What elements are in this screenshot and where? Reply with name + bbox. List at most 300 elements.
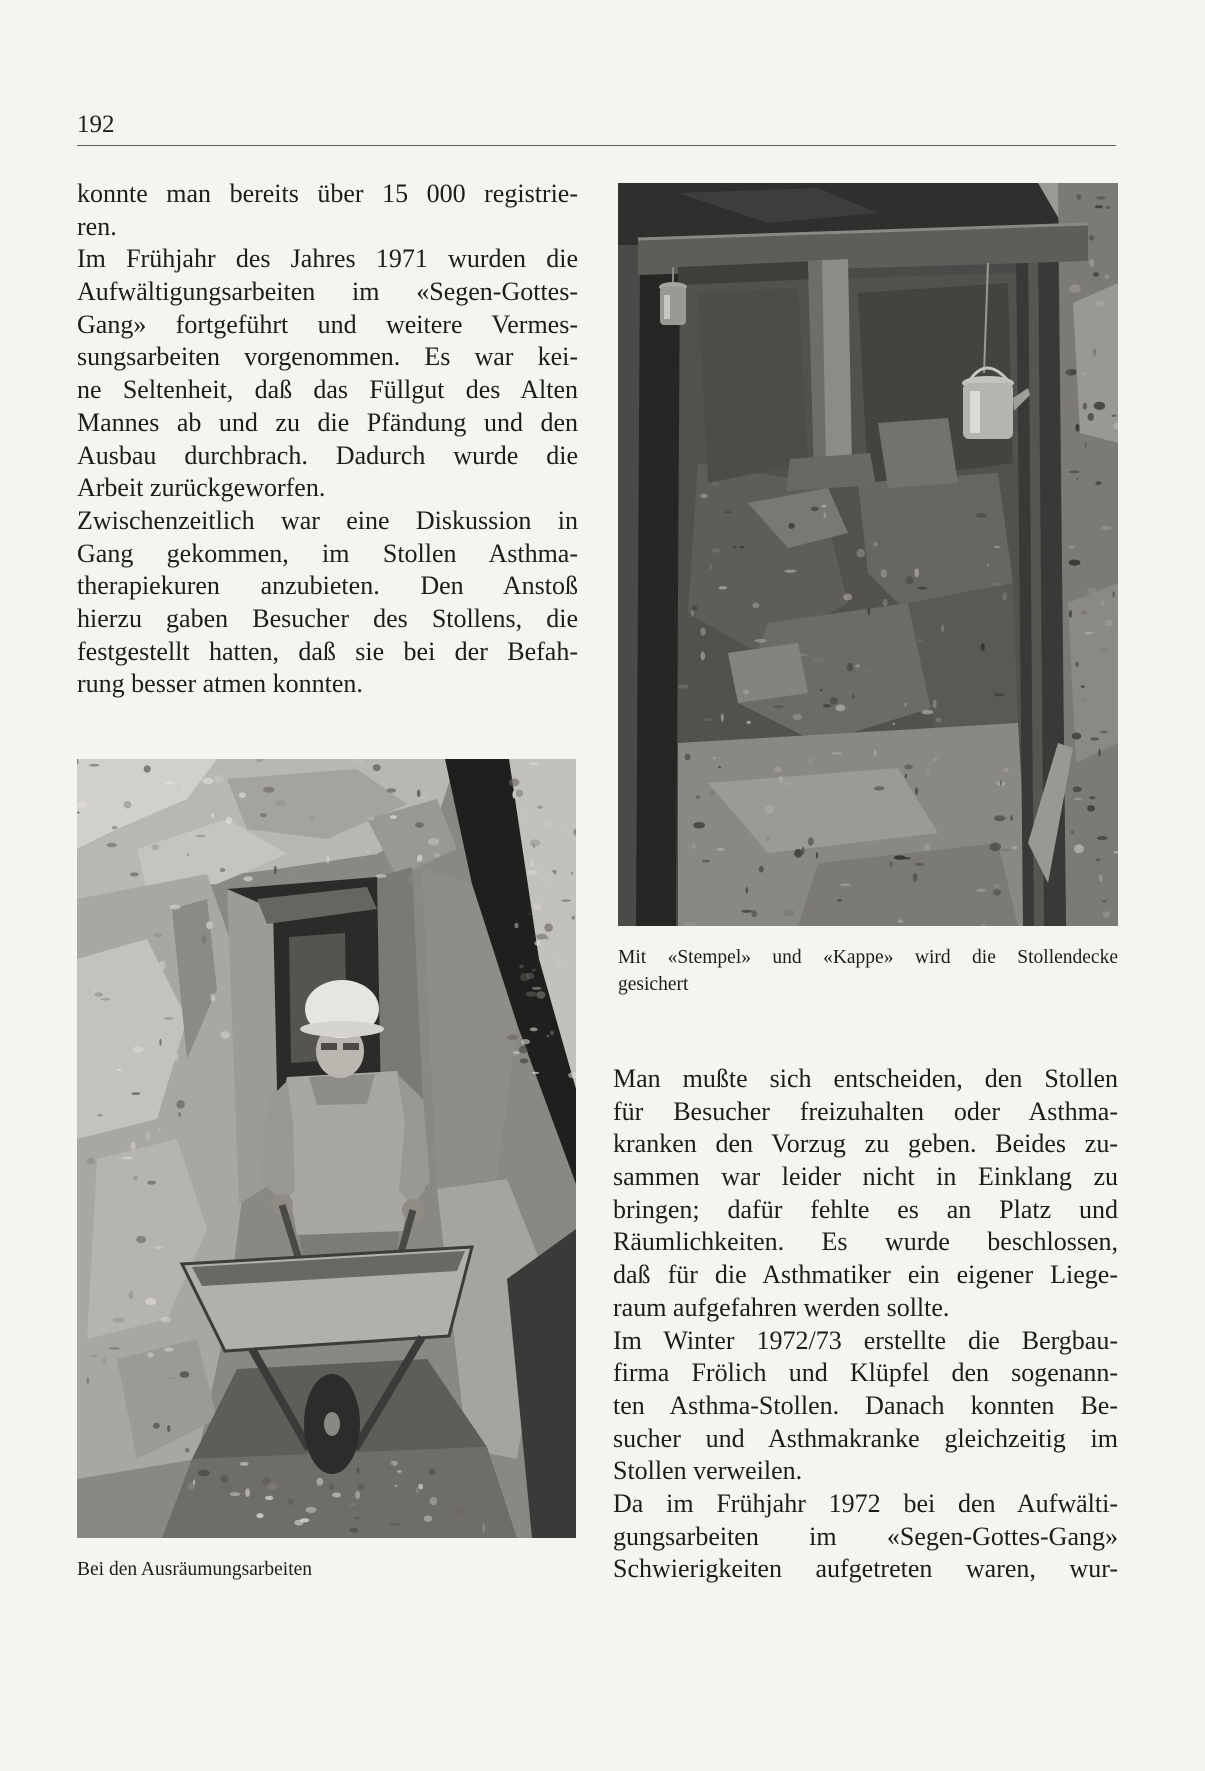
photo-clearing-work — [77, 759, 576, 1538]
rock-speck — [800, 671, 804, 675]
rock-speck — [122, 1157, 133, 1160]
rock-speck — [146, 1132, 151, 1141]
rock-speck — [355, 1491, 360, 1500]
text-line: Man mußte sich entscheiden, den Stollen — [613, 1064, 1118, 1093]
rock-speck — [691, 610, 694, 617]
rock-speck — [1002, 593, 1007, 601]
rock-speck — [130, 872, 139, 876]
rock-speck — [550, 877, 554, 884]
photo-timbered-tunnel — [618, 183, 1118, 926]
caption-line: Bei den Ausräumungsarbeiten — [77, 1559, 313, 1580]
rock-speck — [220, 1031, 230, 1038]
rock-speck — [245, 1488, 250, 1497]
text-line: Räumlichkeiten. Es wurde beschlossen, — [613, 1227, 1118, 1257]
rock-speck — [536, 934, 547, 940]
rock-speck — [808, 837, 814, 846]
rock-speck — [193, 1480, 195, 1485]
text-line: Gang» fortgeführt und weitere Vermes- — [77, 309, 578, 339]
rock-speck — [759, 866, 764, 873]
rock-speck — [784, 570, 796, 573]
rock-speck — [300, 1518, 309, 1522]
text-line: Gang gekommen, im Stollen Asthma- — [77, 538, 578, 568]
right-text-column — [613, 1063, 1118, 1586]
figure-caption-left — [77, 1556, 576, 1583]
rock-speck — [482, 1524, 485, 1532]
rock-speck — [779, 776, 783, 783]
rock-speck — [112, 1317, 124, 1322]
rock-speck — [100, 998, 110, 1001]
rock-speck — [733, 546, 737, 549]
rock-speck — [685, 754, 691, 761]
rock-speck — [1069, 610, 1072, 618]
rock-speck — [1096, 196, 1106, 200]
rock-speck — [538, 806, 543, 809]
rock-speck — [873, 542, 878, 547]
rock-speck — [1069, 471, 1080, 474]
rock-speck — [526, 991, 537, 996]
rock-speck — [519, 965, 523, 969]
rock-speck — [897, 919, 903, 923]
rock-speck — [1095, 205, 1104, 208]
rock-speck — [813, 658, 824, 663]
rock-speck — [1089, 796, 1096, 799]
rock-speck — [718, 766, 721, 768]
rock-speck — [774, 705, 784, 708]
photo-timbered-tunnel-image — [618, 183, 1118, 926]
rock-speck — [1103, 268, 1114, 274]
rock-speck — [788, 523, 795, 529]
text-line: kranken den Vorzug zu geben. Beides zu- — [613, 1129, 1118, 1159]
rock-speck — [147, 1181, 156, 1185]
rock-speck — [1093, 272, 1099, 277]
rock-speck — [107, 843, 117, 848]
rock-speck — [166, 1377, 178, 1379]
rock-speck — [408, 875, 414, 883]
rock-speck — [1081, 685, 1085, 688]
rock-speck — [531, 860, 534, 867]
rock-speck — [1093, 348, 1097, 356]
rock-speck — [1089, 235, 1094, 240]
rock-speck — [830, 697, 839, 705]
rock-speck — [820, 689, 823, 691]
rock-speck — [794, 849, 802, 858]
rock-speck — [275, 800, 286, 807]
rock-speck — [528, 913, 531, 916]
rock-speck — [799, 653, 808, 656]
rock-speck — [840, 884, 851, 886]
rock-speck — [1085, 632, 1094, 635]
rock-speck — [211, 813, 214, 818]
text-line: gungsarbeiten im «Segen-Gottes-Gang» — [613, 1521, 1118, 1551]
rock-speck — [155, 1246, 163, 1249]
rock-speck — [153, 1423, 160, 1429]
rock-speck — [178, 1112, 181, 1117]
rock-speck — [807, 905, 817, 909]
rock-speck — [169, 905, 180, 910]
rock-speck — [131, 1092, 140, 1094]
rock-speck — [158, 1128, 161, 1131]
rock-speck — [260, 813, 267, 817]
text-line: Arbeit zurückgeworfen. — [77, 473, 326, 503]
rock-speck — [1085, 442, 1087, 448]
rock-speck — [1069, 560, 1081, 566]
rock-speck — [263, 787, 275, 793]
rock-speck — [712, 757, 716, 760]
rock-speck — [1010, 815, 1012, 821]
rock-speck — [719, 586, 727, 589]
text-line: Zwischenzeitlich war eine Diskussion in — [77, 505, 578, 535]
rock-speck — [202, 778, 213, 785]
rock-speck — [885, 819, 895, 825]
rock-speck — [89, 764, 99, 767]
rock-speck — [785, 782, 791, 786]
rock-speck — [1012, 846, 1018, 850]
rock-speck — [709, 791, 715, 795]
rock-speck — [165, 782, 175, 785]
rock-speck — [214, 775, 224, 783]
rock-speck — [1096, 300, 1105, 307]
rock-speck — [180, 1371, 190, 1378]
rock-speck — [1096, 858, 1101, 861]
rock-speck — [117, 1069, 122, 1071]
rock-speck — [445, 1484, 453, 1488]
rock-speck — [151, 844, 159, 850]
rock-speck — [376, 874, 387, 878]
rock-speck — [221, 1485, 231, 1493]
rock-speck — [1092, 812, 1099, 815]
header-rule — [77, 145, 1116, 146]
text-line: Aufwältigungsarbeiten im «Segen-Gottes- — [77, 277, 578, 307]
rock-speck — [678, 685, 689, 689]
rock-speck — [752, 603, 759, 609]
paragraph — [613, 1488, 1118, 1586]
rock-speck — [822, 505, 827, 508]
rock-speck — [837, 899, 842, 902]
rock-speck — [1076, 477, 1078, 481]
rock-speck — [534, 941, 540, 946]
rock-speck — [87, 1377, 90, 1385]
rubble-background-part — [878, 418, 958, 488]
rock-speck — [743, 690, 749, 695]
helmet-brim — [300, 1021, 384, 1037]
rock-speck — [808, 758, 813, 766]
rock-speck — [1066, 369, 1077, 376]
rock-speck — [1089, 259, 1094, 268]
rock-speck — [881, 569, 887, 578]
text-line: konnte man bereits über 15 000 registrie- — [77, 179, 578, 208]
rock-speck — [554, 872, 556, 875]
rock-speck — [313, 1527, 323, 1530]
rock-speck — [802, 847, 805, 855]
rock-speck — [519, 1046, 528, 1054]
rock-speck — [1074, 844, 1084, 853]
rock-speck — [905, 774, 907, 778]
rock-speck — [514, 923, 518, 929]
rock-speck — [692, 844, 696, 849]
rock-speck — [316, 1478, 323, 1486]
rock-speck — [1073, 786, 1082, 792]
rock-speck — [704, 718, 712, 721]
rock-speck — [717, 848, 725, 851]
rock-speck — [774, 767, 782, 773]
rock-speck — [987, 564, 989, 566]
rock-speck — [1102, 601, 1105, 606]
rock-speck — [693, 822, 705, 829]
rock-speck — [1088, 413, 1094, 421]
rock-speck — [124, 801, 132, 809]
rock-speck — [131, 1142, 136, 1150]
rock-speck — [696, 795, 701, 799]
rock-speck — [187, 853, 189, 856]
rock-speck — [185, 1448, 190, 1453]
text-line: ren. — [77, 211, 117, 241]
rock-speck — [292, 877, 297, 880]
rock-speck — [164, 1017, 174, 1019]
miner-glasses-left — [321, 1043, 337, 1050]
rock-speck — [1095, 481, 1101, 485]
right-wall-part — [1073, 283, 1118, 443]
left-post — [636, 261, 680, 926]
miner-glasses-right — [343, 1043, 359, 1050]
text-line: bringen; dafür fehlte es an Platz und — [613, 1194, 1118, 1224]
text-line: sungsarbeiten vorgenommen. Es war kei- — [77, 342, 578, 372]
text-line: für Besucher freizuhalten oder Asthma- — [613, 1096, 1118, 1126]
rock-speck — [417, 790, 421, 798]
rock-speck — [95, 992, 104, 996]
rock-speck — [765, 837, 770, 841]
paragraph — [77, 243, 578, 505]
text-line: daß für die Asthmatiker ein eigener Liege- — [613, 1260, 1118, 1290]
rock-speck — [936, 718, 942, 723]
rock-speck — [424, 1516, 432, 1522]
rock-speck — [922, 710, 934, 715]
rock-speck — [1003, 768, 1009, 772]
text-line: hierzu gaben Besucher des Stollens, die — [77, 603, 578, 633]
rock-speck — [356, 1467, 359, 1473]
rock-speck — [532, 1072, 539, 1074]
rock-speck — [976, 889, 986, 892]
rock-speck — [185, 833, 197, 838]
rock-speck — [883, 599, 888, 607]
rock-speck — [1068, 546, 1075, 548]
text-line: ten Asthma-Stollen. Danach konnten Be- — [613, 1390, 1118, 1420]
rock-speck — [545, 820, 553, 827]
rock-speck — [196, 835, 206, 837]
text-line: Ausbau durchbrach. Dadurch wurde die — [77, 440, 578, 470]
rock-speck — [933, 700, 937, 708]
rock-speck — [824, 512, 826, 518]
rock-speck — [513, 1051, 520, 1054]
rock-speck — [700, 494, 708, 499]
rock-speck — [926, 769, 930, 774]
text-line: Da im Frühjahr 1972 bei den Aufwälti- — [613, 1488, 1118, 1518]
rock-speck — [811, 507, 819, 512]
rock-speck — [145, 1298, 156, 1305]
rock-speck — [924, 844, 931, 851]
rock-speck — [176, 1100, 184, 1109]
rock-speck — [230, 1492, 240, 1496]
rock-speck — [1099, 647, 1108, 651]
rock-speck — [1099, 875, 1103, 883]
rock-speck — [1113, 591, 1115, 598]
left-text-column — [77, 178, 578, 701]
rock-speck — [916, 863, 925, 866]
rock-speck — [1105, 274, 1109, 279]
rock-speck — [310, 817, 314, 821]
rock-speck — [852, 694, 855, 699]
rock-speck — [176, 783, 181, 791]
rock-speck — [739, 546, 745, 548]
rock-speck — [1087, 805, 1095, 811]
rock-speck — [994, 546, 1002, 548]
rock-speck — [288, 1499, 294, 1505]
rock-speck — [103, 1357, 107, 1364]
rock-speck — [989, 842, 1001, 851]
rock-speck — [1071, 830, 1074, 834]
rubble-background — [678, 273, 1023, 763]
rock-speck — [915, 787, 918, 795]
rock-speck — [211, 994, 216, 1002]
rock-speck — [1000, 780, 1003, 786]
rock-speck — [905, 703, 907, 707]
rock-speck — [711, 548, 720, 553]
rock-speck — [783, 909, 794, 916]
post-footing — [786, 453, 876, 491]
rock-speck — [700, 628, 705, 636]
rock-speck — [755, 639, 767, 643]
rock-speck — [544, 923, 553, 931]
rock-speck — [904, 764, 913, 769]
rock-speck — [847, 663, 853, 672]
rock-speck — [455, 1508, 464, 1516]
rock-speck — [712, 481, 720, 486]
rock-speck — [112, 826, 118, 829]
page-number: 192 — [77, 111, 115, 138]
text-line: sucher und Asthmakranke gleichzeitig im — [613, 1423, 1118, 1453]
rock-speck — [992, 583, 1002, 585]
right-wall — [1058, 183, 1118, 926]
rock-speck — [867, 608, 870, 615]
rock-speck — [1076, 424, 1080, 432]
rock-speck — [710, 564, 712, 570]
rock-speck — [398, 1472, 402, 1474]
paragraph — [613, 1063, 1118, 1325]
rock-speck — [835, 704, 845, 711]
text-line: raum aufgefahren werden sollte. — [613, 1292, 950, 1322]
rock-speck — [816, 852, 818, 859]
rock-speck — [793, 714, 802, 720]
rock-speck — [147, 1352, 153, 1357]
rock-speck — [348, 1503, 356, 1506]
rock-speck — [865, 669, 873, 674]
rock-speck — [1076, 194, 1081, 200]
rock-speck — [390, 815, 397, 819]
text-line: firma Frölich und Klüpfel den sogenann- — [613, 1358, 1118, 1388]
rock-speck — [265, 1496, 273, 1500]
rock-speck — [153, 933, 162, 937]
rock-speck — [329, 1483, 334, 1491]
rock-speck — [221, 1474, 229, 1483]
rock-speck — [1105, 620, 1113, 626]
rock-speck — [890, 861, 892, 868]
rock-speck — [226, 817, 232, 824]
rock-speck — [530, 839, 541, 846]
rock-speck — [430, 1497, 438, 1505]
rock-speck — [561, 899, 571, 901]
rock-speck — [530, 1028, 538, 1032]
rock-speck — [521, 1039, 530, 1044]
rock-speck — [536, 991, 545, 999]
rock-speck — [1106, 206, 1111, 209]
rock-speck — [933, 758, 937, 761]
rock-speck — [1083, 403, 1087, 410]
rock-speck — [1075, 662, 1078, 668]
rock-speck — [1081, 698, 1084, 701]
rock-speck — [520, 973, 530, 981]
text-line: rung besser atmen konnten. — [77, 669, 363, 699]
rock-speck — [77, 802, 87, 808]
rock-speck — [993, 693, 1004, 696]
rock-speck — [167, 1425, 170, 1432]
rock-speck — [1072, 733, 1082, 740]
rock-speck — [874, 749, 876, 756]
rock-speck — [507, 1034, 518, 1040]
rock-speck — [572, 916, 575, 920]
rock-speck — [357, 1483, 365, 1490]
rock-speck — [725, 511, 732, 513]
rock-speck — [202, 935, 207, 943]
rock-speck — [1066, 907, 1078, 914]
rock-speck — [239, 792, 246, 798]
rock-speck — [416, 1487, 418, 1494]
rock-speck — [892, 723, 895, 725]
rock-speck — [528, 1075, 534, 1082]
rock-speck — [750, 910, 757, 913]
rock-speck — [509, 778, 519, 786]
paragraph — [613, 1325, 1118, 1488]
rock-speck — [159, 1039, 161, 1046]
figure-caption-right — [618, 944, 1118, 998]
rock-speck — [831, 752, 842, 755]
rock-speck — [1065, 400, 1076, 408]
rock-speck — [917, 639, 924, 642]
rock-speck — [243, 876, 253, 881]
paragraph — [77, 178, 578, 243]
text-line: therapiekuren anzubieten. Den Anstoß — [77, 571, 578, 601]
text-line: Schwierigkeiten aufgetreten waren, wur- — [613, 1554, 1118, 1584]
rock-speck — [555, 958, 561, 967]
rock-speck — [562, 824, 565, 827]
rock-speck — [429, 1468, 436, 1475]
rock-speck — [1101, 526, 1112, 530]
rock-speck — [995, 884, 1000, 888]
rock-speck — [434, 853, 440, 857]
rock-speck — [1001, 849, 1012, 852]
miner-collar — [309, 1074, 375, 1105]
paragraph — [77, 505, 578, 701]
rock-speck — [1097, 836, 1108, 840]
rock-speck — [1099, 748, 1101, 756]
rock-speck — [256, 1513, 263, 1518]
rock-speck — [1069, 284, 1081, 292]
rock-speck — [326, 855, 329, 863]
rock-speck — [349, 1528, 358, 1533]
rock-speck — [415, 822, 424, 828]
rock-speck — [746, 887, 748, 894]
rock-speck — [395, 1485, 398, 1487]
tunnel-floor — [678, 723, 1030, 926]
lantern-right-part — [970, 391, 980, 433]
